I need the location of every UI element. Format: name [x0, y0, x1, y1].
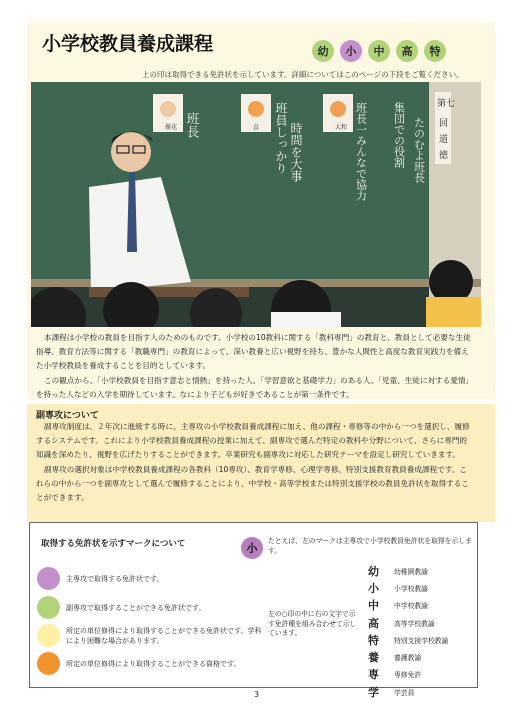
chalk-text-5: 集団での役割 — [392, 102, 406, 168]
license-kind-row — [368, 562, 448, 579]
badge-special-support: 特 — [424, 40, 446, 62]
chalk-text-2: 班員しっかり — [274, 102, 288, 174]
combination-note: 左の○印の中に右の文字で示す免許種を組み合わせて示しています。 — [268, 610, 357, 637]
mark-major-text: 主専攻で取得する免許状です。 — [66, 575, 164, 583]
license-kind-list — [368, 562, 448, 700]
intro-paragraph: この観点から、「小学校教員を目指す意志と情熱」を持った人、「学習意欲と基礎学力」のある人、「児童、生徒に対する愛情」を持った人などの入学を期待しています。なにより子どもが好きであることが第一条件です。 — [36, 375, 474, 399]
kind-char: 高 — [368, 616, 379, 630]
kind-label: 幼稚園教諭 — [394, 567, 428, 576]
kind-char: 幼 — [368, 564, 379, 578]
example-mark-icon: 小 — [241, 537, 263, 559]
chalk-text-1: 班長 — [183, 112, 199, 138]
badge-elementary: 小 — [340, 40, 362, 62]
kind-label: 学芸員 — [394, 688, 415, 697]
kind-char: 小 — [368, 581, 379, 595]
badge-kindergarten: 幼 — [312, 40, 334, 62]
name-card-2: 直 — [253, 124, 260, 131]
side-label-1: 第七 — [437, 99, 456, 109]
badge-junior-high: 中 — [368, 40, 390, 62]
kind-char: 専 — [368, 668, 379, 682]
classroom-photo — [31, 82, 481, 327]
kind-char: 中 — [368, 599, 379, 613]
side-label-3: 道 — [439, 135, 449, 145]
kind-char: 学 — [368, 685, 379, 699]
intro-text — [36, 331, 476, 402]
chalk-text-6: たのむよ班長 — [412, 117, 426, 183]
mark-qualification-text: 所定の単位修得により取得することができる資格です。 — [66, 660, 241, 668]
badge-high-school: 高 — [396, 40, 418, 62]
minor-section-body — [36, 420, 470, 505]
page-number: 3 — [253, 690, 260, 699]
legend-title: 取得する免許状を示すマークについて — [41, 539, 186, 549]
chalk-text-3: 時間を大事 — [289, 122, 303, 182]
license-kind-row — [368, 614, 448, 631]
mark-major-icon — [37, 567, 60, 590]
minor-paragraph: 副専攻の選択対象は中学校教員養成課程の各教科（10専攻）、教育学専修、心理学専修、特別支援教育教員養成課程です。これらの中から一つを副専攻として選んで履修することにより、中学校・高等学校または特別支援学校の教員免許状を取得することができます。 — [36, 464, 469, 503]
name-card-3: 大和 — [335, 124, 348, 131]
mark-credit-license-icon — [37, 624, 60, 647]
intro-paragraph: 本課程は小学校の教員を目指す人のためのものです。小学校の10教科に関する「教科専門」の教育と、教員として必要な生徒指導、教育方法等に関する「教職専門」の教育によって、深い教養と広い視野を持ち、豊かな人間性と高度な教育実践力を備えた小学校教員を養成することを目的としています。 — [36, 333, 471, 371]
license-kind-row — [368, 597, 448, 614]
minor-paragraph: 副専攻制度は、２年次に進級する時に、主専攻の小学校教員養成課程に加え、他の課程・専修等の中から一つを選択し、履修するシステムです。これにより小学校教員養成課程の授業に加えて、副専攻で選んだ特定の教科や分野について、さらに専門的知識を深めたり、視野を広げたりすることができます。卒業研究も副専攻に対応した研究テーマを設定し研究していきます。 — [36, 422, 470, 460]
kind-label: 養護教諭 — [394, 654, 422, 663]
classroom-illustration — [31, 82, 481, 327]
badge-note: 上の印は取得できる免許状を示しています。詳細についてはこのページの下段をご覧ください。 — [142, 70, 464, 79]
side-label-2: 回 — [439, 119, 449, 129]
license-kind-row — [368, 666, 448, 683]
kind-char: 特 — [368, 633, 379, 647]
license-badges — [312, 40, 446, 62]
kind-char: 養 — [368, 651, 379, 665]
mark-minor-icon — [37, 596, 60, 619]
license-kind-row — [368, 579, 448, 596]
kind-label: 高等学校教諭 — [394, 619, 435, 628]
side-label-4: 徳 — [439, 151, 449, 161]
kind-label: 特別支援学校教諭 — [394, 636, 449, 645]
name-card-1: 優花 — [165, 124, 178, 131]
mark-minor-text: 副専攻で取得することができる免許状です。 — [66, 604, 206, 612]
mark-qualification-icon — [37, 652, 60, 675]
kind-label: 専修免許 — [394, 671, 422, 680]
kind-label: 小学校教諭 — [394, 584, 428, 593]
kind-label: 中学校教諭 — [394, 602, 428, 611]
example-text: たとえば、左のマークは主専攻で小学校教員免許状を取得を示します。 — [268, 537, 472, 555]
minor-section-title: 副専攻について — [36, 411, 99, 421]
chalk-text-4: 班長一みんなで協力 — [354, 102, 368, 201]
page-title: 小学校教員養成課程 — [42, 33, 214, 55]
license-kind-row — [368, 648, 448, 665]
license-kind-row — [368, 631, 448, 648]
mark-credit-license-text: 所定の単位修得により取得することができる免許状です。学科により困難な場合があります。 — [66, 627, 262, 645]
